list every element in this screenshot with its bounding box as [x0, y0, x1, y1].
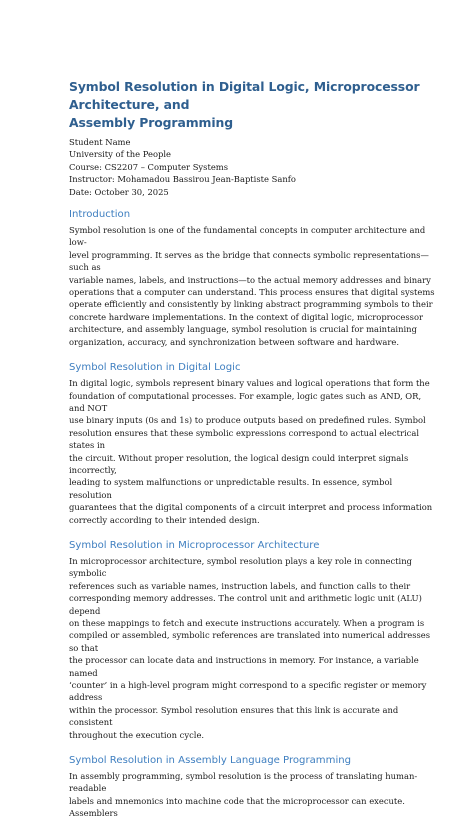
- text-line: within the processor. Symbol resolution ensures that this link is accurate and consistent: [69, 704, 399, 728]
- section-digital-logic: [69, 361, 434, 526]
- text-line: ‘counter’ in a high-level program might correspond to a specific register or memory address: [69, 680, 427, 703]
- section-heading: Introduction: [69, 209, 131, 221]
- text-line: foundation of computational processes. For example, logic gates such as AND, OR, and NOT: [69, 390, 422, 413]
- text-line: level programming. It serves as the bridge that connects symbolic representations—such as: [69, 249, 429, 273]
- section-body: [69, 770, 435, 820]
- document-title: [69, 78, 434, 132]
- text-line: labels and mnemonics into machine code that the microprocessor can execute. Assemblers: [69, 795, 405, 819]
- course: Course: CS2207 – Computer Systems: [69, 161, 229, 172]
- section-heading: Symbol Resolution in Assembly Language Programming: [69, 755, 352, 767]
- text-line: Symbol resolution is one of the fundamental concepts in computer architecture and low-: [69, 225, 426, 248]
- section-introduction: [69, 208, 434, 348]
- text-line: compiled or assembled, symbolic references are translated into numerical addresses so that: [69, 630, 431, 653]
- section-heading: Symbol Resolution in Digital Logic: [69, 362, 241, 374]
- text-line: use binary inputs (0s and 1s) to produce outputs based on predefined rules. Symbol: [69, 415, 426, 426]
- text-line: leading to system malfunctions or unpredictable results. In essence, symbol resolution: [69, 477, 393, 500]
- text-line: the processor can locate data and instructions in memory. For instance, a variable named: [69, 655, 419, 678]
- text-line: variable names, labels, and instructions—to the actual memory addresses and binary: [69, 274, 431, 285]
- section-heading: Symbol Resolution in Microprocessor Architecture: [69, 539, 320, 551]
- text-line: operate efficiently and consistently by linking abstract programming symbols to their: [69, 299, 433, 310]
- text-line: architecture, and assembly language, symbol resolution is crucial for maintaining: [69, 324, 417, 335]
- student-name: Student Name: [69, 137, 131, 147]
- university: University of the People: [69, 149, 171, 160]
- date: Date: October 30, 2025: [69, 186, 169, 197]
- text-line: concrete hardware implementations. In the context of digital logic, microprocessor: [69, 311, 424, 322]
- text-line: correctly according to their intended design.: [69, 514, 260, 525]
- text-line: references such as variable names, instruction labels, and function calls to their: [69, 580, 411, 591]
- text-line: operations that a computer can understand. This process ensures that digital systems: [69, 287, 435, 298]
- section-microprocessor-architecture: [69, 539, 434, 741]
- instructor: Instructor: Mohamadou Bassirou Jean-Baptiste Sanfo: [69, 174, 296, 185]
- text-line: the circuit. Without proper resolution, the logical design could interpret signals incorrectly,: [69, 452, 409, 475]
- text-line: throughout the execution cycle.: [69, 729, 205, 740]
- text-line: In assembly programming, symbol resolution is the process of translating human-readable: [69, 771, 418, 794]
- section-body: [69, 224, 435, 348]
- section-body: [69, 377, 435, 526]
- document-meta: [69, 136, 434, 198]
- text-line: guarantees that the digital components of a circuit interpret and process information: [69, 502, 433, 513]
- text-line: In digital logic, symbols represent binary values and logical operations that form the: [69, 378, 430, 389]
- title-line-1: Symbol Resolution in Digital Logic, Microprocessor Architecture, and: [69, 79, 420, 112]
- section-body: [69, 555, 435, 741]
- text-line: on these mappings to fetch and execute instructions accurately. When a program is: [69, 618, 425, 628]
- text-line: organization, accuracy, and synchronization between software and hardware.: [69, 336, 400, 347]
- text-line: corresponding memory addresses. The control unit and arithmetic logic unit (ALU) depend: [69, 593, 422, 616]
- text-line: In microprocessor architecture, symbol resolution plays a key role in connecting symbolic: [69, 555, 412, 579]
- title-line-2: Assembly Programming: [69, 115, 233, 130]
- section-assembly-programming: [69, 754, 434, 820]
- text-line: resolution ensures that these symbolic expressions correspond to actual electrical states in: [69, 427, 419, 451]
